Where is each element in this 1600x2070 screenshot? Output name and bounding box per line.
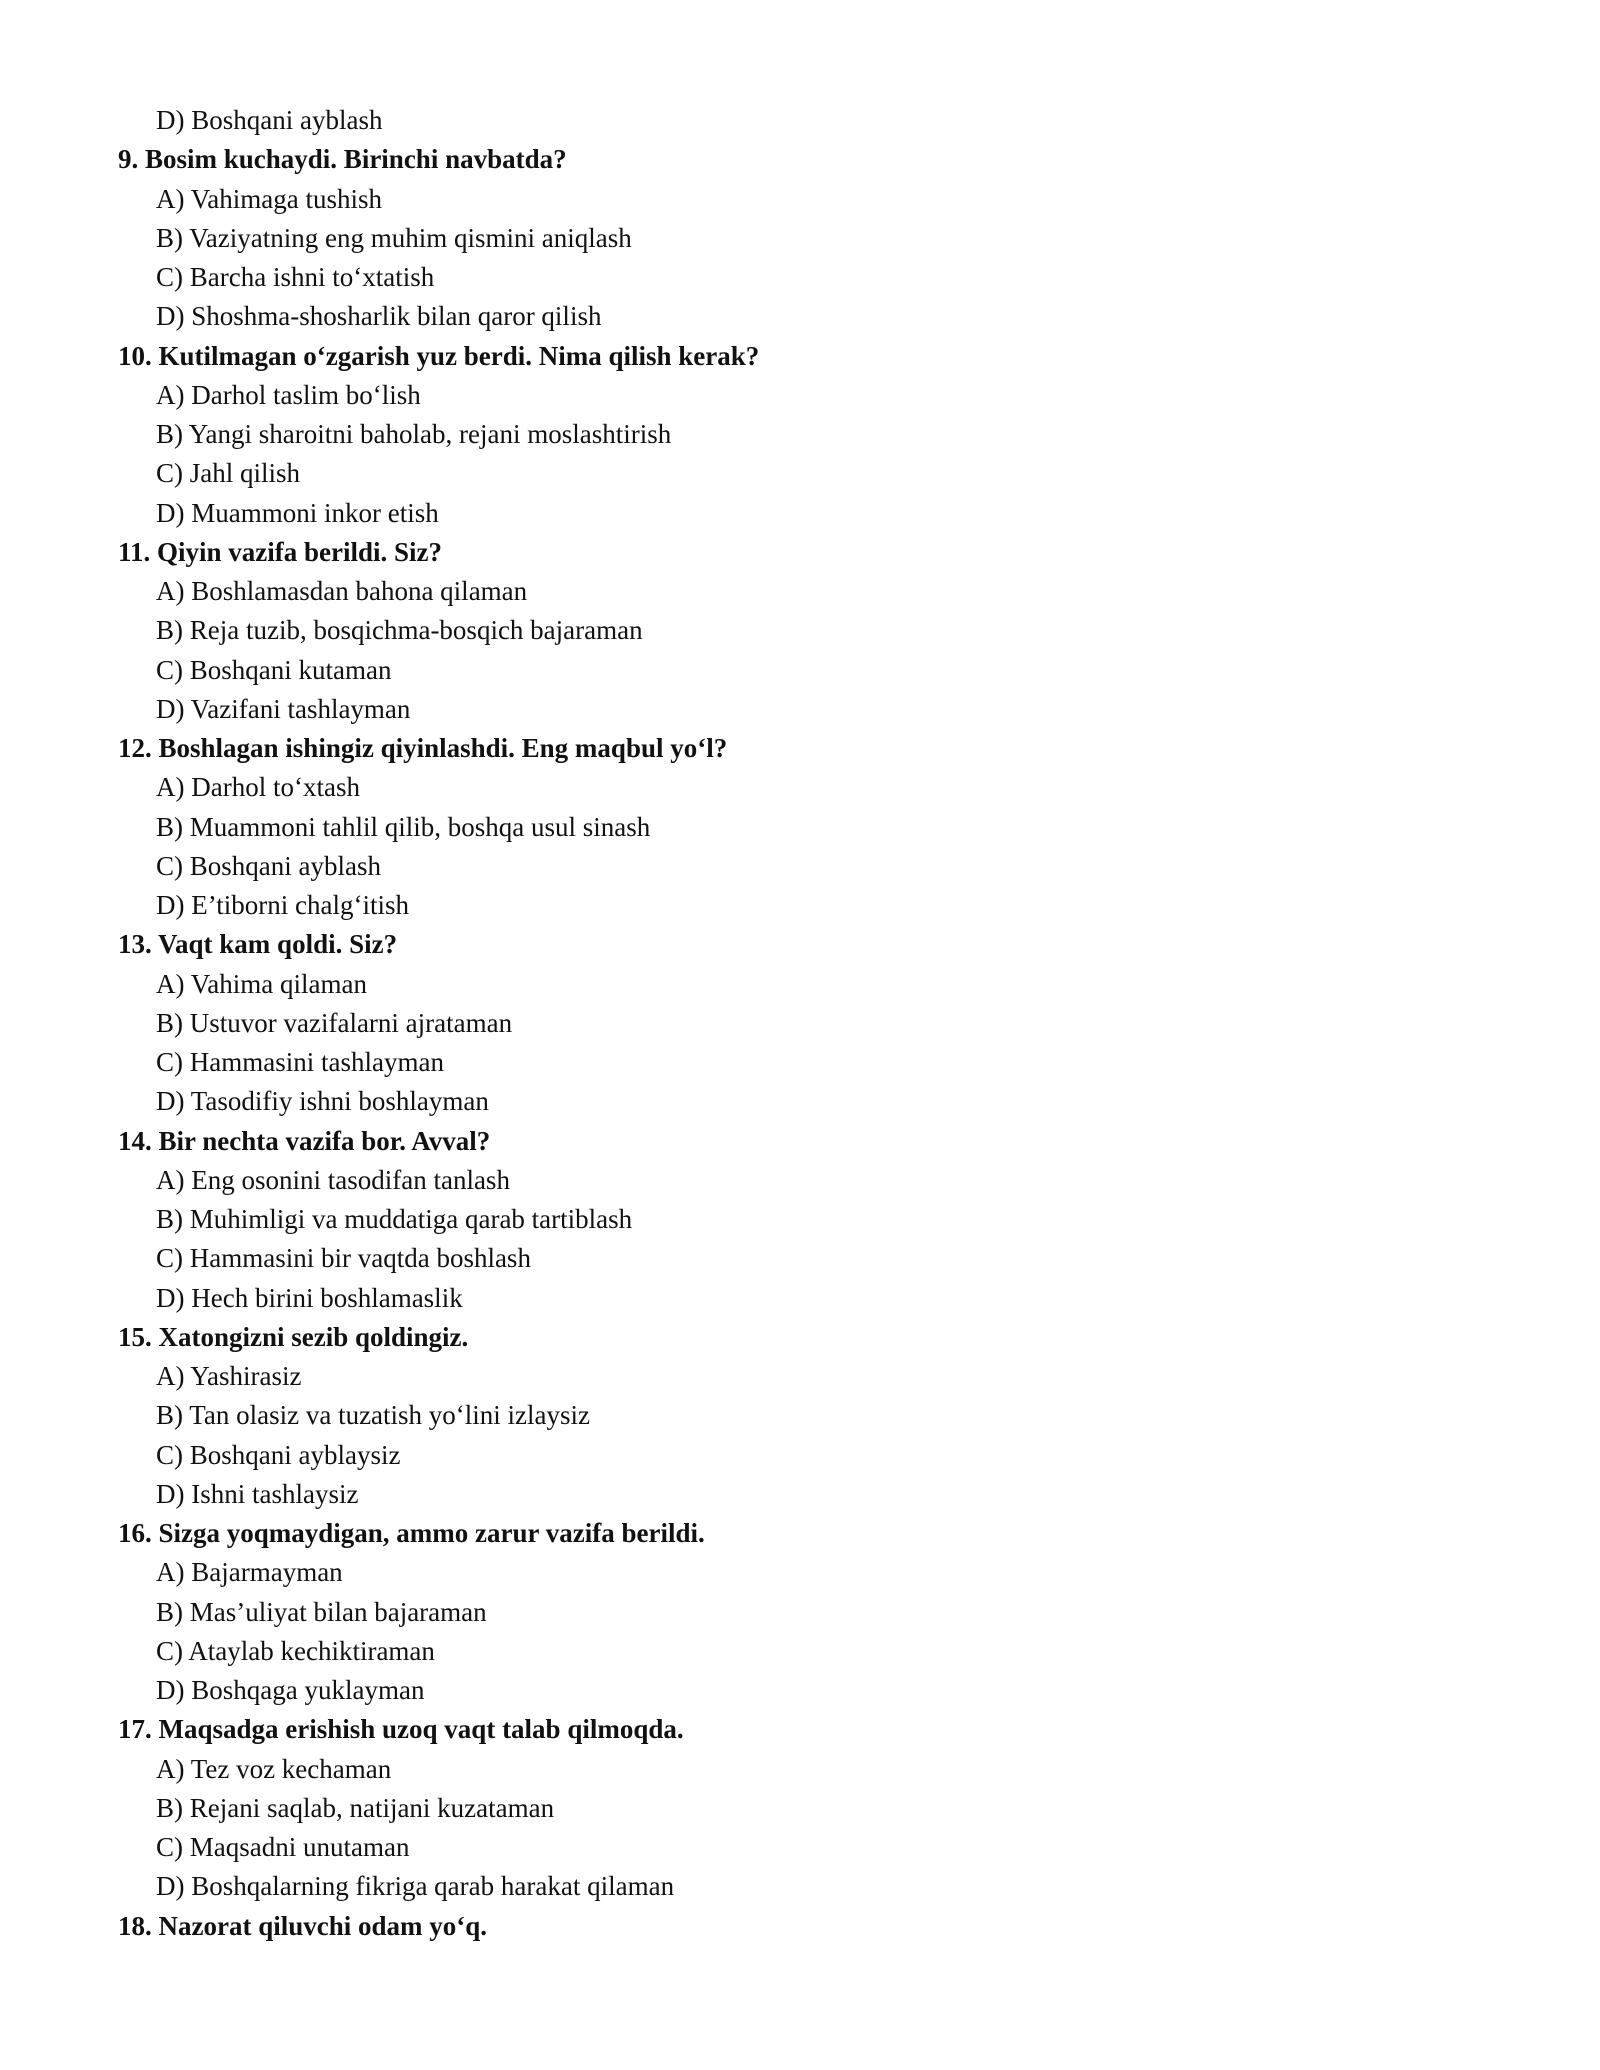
answer-option: A) Darhol taslim bo‘lish [156, 379, 421, 410]
document-page [0, 101, 1600, 1946]
answer-option: B) Muammoni tahlil qilib, boshqa usul sinash [156, 811, 651, 842]
question-title: 10. Kutilmagan o‘zgarish yuz berdi. Nima qilish kerak? [118, 340, 760, 371]
answer-option: C) Boshqani kutaman [156, 654, 392, 685]
answer-option: C) Boshqani ayblash [156, 850, 381, 881]
question-title: 17. Maqsadga erishish uzoq vaqt talab qilmoqda. [118, 1714, 684, 1745]
answer-option: C) Boshqani ayblaysiz [156, 1439, 401, 1470]
answer-option: B) Mas’uliyat bilan bajaraman [156, 1596, 487, 1627]
answer-option: C) Hammasini bir vaqtda boshlash [156, 1243, 531, 1274]
answer-option: B) Rejani saqlab, natijani kuzataman [156, 1792, 555, 1823]
answer-option: D) Muammoni inkor etish [156, 497, 439, 528]
answer-option: C) Hammasini tashlayman [156, 1047, 444, 1077]
answer-option: B) Yangi sharoitni baholab, rejani moslashtirish [156, 419, 672, 449]
answer-option: D) Tasodifiy ishni boshlayman [156, 1086, 489, 1117]
question-block [0, 1907, 1600, 1946]
answer-option: B) Muhimligi va muddatiga qarab tartiblash [156, 1204, 633, 1234]
answer-option: B) Reja tuzib, bosqichma-bosqich bajaraman [156, 615, 643, 646]
question-list [0, 140, 1600, 1946]
question-block [0, 1710, 1600, 1906]
question-block [0, 533, 1600, 729]
answer-option: D) Boshqalarning fikriga qarab harakat qilaman [156, 1871, 675, 1902]
question-block [0, 1122, 1600, 1318]
answer-option: D) Boshqaga yuklayman [156, 1675, 425, 1705]
answer-option: A) Tez voz kechaman [156, 1753, 392, 1784]
answer-option: D) Vazifani tashlayman [156, 693, 411, 724]
answer-option: B) Ustuvor vazifalarni ajrataman [156, 1007, 513, 1038]
question-title: 16. Sizga yoqmaydigan, ammo zarur vazifa berildi. [118, 1518, 705, 1548]
answer-option: B) Vaziyatning eng muhim qismini aniqlash [156, 222, 632, 253]
question-title: 9. Bosim kuchaydi. Birinchi navbatda? [118, 144, 567, 175]
question-title: 11. Qiyin vazifa berildi. Siz? [118, 536, 443, 567]
answer-option: A) Vahima qilaman [156, 968, 367, 999]
question-title: 15. Xatongizni sezib qoldingiz. [118, 1321, 469, 1352]
question-block [0, 729, 1600, 925]
answer-option: C) Barcha ishni to‘xtatish [156, 262, 435, 292]
question-block [0, 925, 1600, 1121]
question-title: 13. Vaqt kam qoldi. Siz? [118, 929, 398, 960]
answer-option: D) E’tiborni chalg‘itish [156, 890, 409, 920]
answer-option: A) Eng osonini tasodifan tanlash [156, 1164, 510, 1195]
answer-option: A) Boshlamasdan bahona qilaman [156, 576, 528, 606]
question-block [0, 1514, 1600, 1710]
answer-option: A) Vahimaga tushish [156, 183, 382, 214]
question-title: 12. Boshlagan ishingiz qiyinlashdi. Eng maqbul yo‘l? [118, 733, 728, 763]
answer-option: A) Yashirasiz [156, 1361, 302, 1391]
answer-option: A) Bajarmayman [156, 1557, 343, 1588]
answer-option: C) Ataylab kechiktiraman [156, 1635, 435, 1666]
answer-option: D) Boshqani ayblash [156, 105, 383, 135]
answer-option: D) Ishni tashlaysiz [156, 1478, 359, 1509]
question-block [0, 140, 1600, 336]
answer-option: A) Darhol to‘xtash [156, 772, 360, 803]
answer-option: D) Hech birini boshlamaslik [156, 1282, 463, 1313]
question-title: 14. Bir nechta vazifa bor. Avval? [118, 1125, 491, 1156]
question-block [0, 1318, 1600, 1514]
answer-option: C) Jahl qilish [156, 458, 301, 489]
answer-option: D) Shoshma-shosharlik bilan qaror qilish [156, 301, 602, 332]
answer-option: B) Tan olasiz va tuzatish yo‘lini izlaysiz [156, 1400, 591, 1431]
question-block [0, 337, 1600, 533]
answer-option: C) Maqsadni unutaman [156, 1832, 410, 1862]
question-title: 18. Nazorat qiluvchi odam yo‘q. [118, 1910, 488, 1941]
